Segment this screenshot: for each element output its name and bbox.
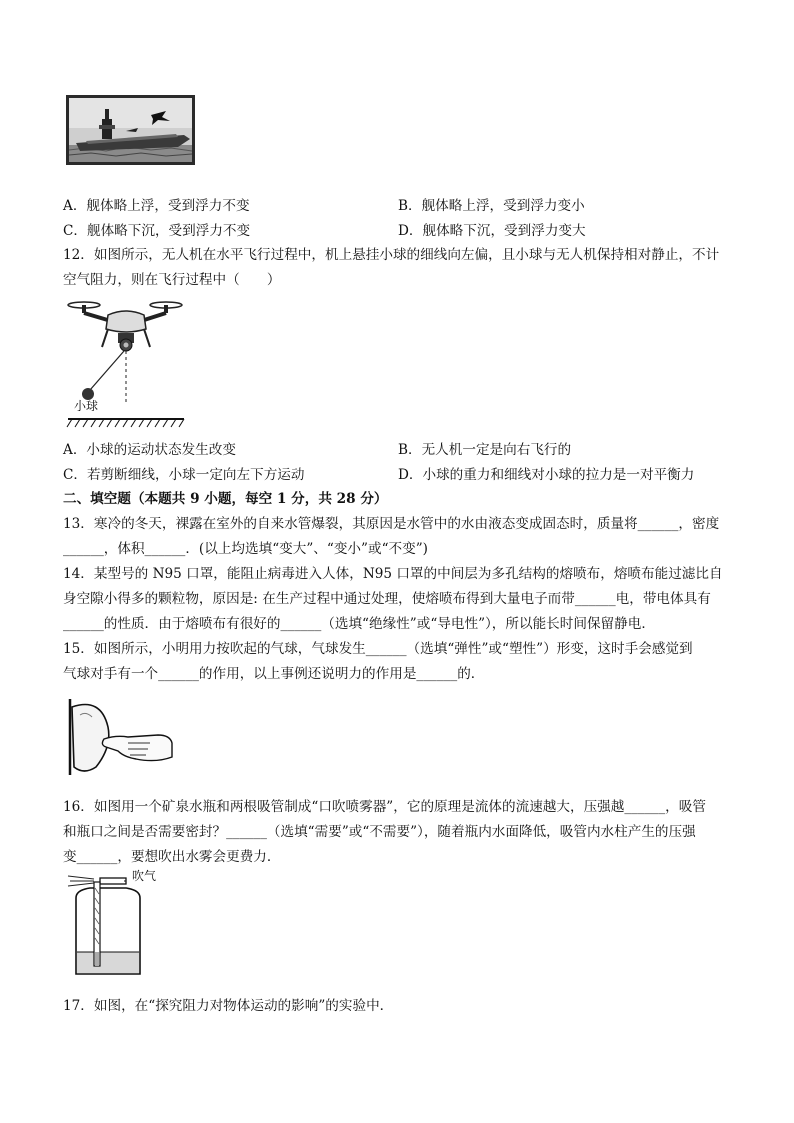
blow-label: 吹气 (132, 869, 157, 883)
drone-figure (66, 295, 186, 430)
q11-option-c: C．舰体略下沉，受到浮力不变 (63, 223, 251, 239)
q13-line1: 13．寒冷的冬天，裸露在室外的自来水管爆裂，其原因是水管中的水由液态变成固态时，质量将______，密度 (63, 516, 720, 532)
q15-line2: 气球对手有一个______的作用，以上事例还说明力的作用是______的． (63, 666, 485, 682)
q12-option-b: B．无人机一定是向右飞行的 (398, 442, 572, 458)
carrier-photo-figure (66, 95, 195, 165)
carrier-photo-icon (66, 95, 195, 165)
balloon-hand-icon (66, 697, 176, 777)
q12-stem-line2: 空气阻力，则在飞行过程中（ ） (63, 272, 281, 288)
q12-option-d: D．小球的重力和细线对小球的拉力是一对平衡力 (398, 467, 695, 483)
section-2-title: 二、填空题（本题共 9 小题，每空 1 分，共 28 分） (63, 491, 388, 507)
q16-line1: 16．如图用一个矿泉水瓶和两根吸管制成“口吹喷雾器”，它的原理是流体的流速越大，压强越______，吸管 (63, 799, 706, 815)
ball-label: 小球 (74, 399, 99, 413)
q14-line1: 14．某型号的 N95 口罩，能阻止病毒进入人体，N95 口罩的中间层为多孔结构的熔喷布，熔喷布能过滤比自 (63, 566, 723, 582)
spray-bottle-figure (66, 868, 176, 980)
q16-line2: 和瓶口之间是否需要密封？______（选填“需要”或“不需要”），随着瓶内水面降低，吸管内水柱产生的压强 (63, 824, 696, 840)
q16-line3: 变______，要想吹出水雾会更费力． (63, 849, 281, 865)
balloon-figure (66, 697, 176, 777)
q14-line3: ______的性质．由于熔喷布有很好的______（选填“绝缘性”或“导电性”），所以能长时间保留静电． (63, 616, 655, 632)
spray-bottle-icon (66, 868, 176, 980)
q15-line1: 15．如图所示，小明用力按吹起的气球，气球发生______（选填“弹性”或“塑性”）形变，这时手会感觉到 (63, 641, 693, 657)
q13-line2: ______，体积______．(以上均选填“变大”、“变小”或“不变”) (63, 541, 428, 557)
q11-option-d: D．舰体略下沉，受到浮力变大 (398, 223, 586, 239)
q12-option-c: C．若剪断细线，小球一定向左下方运动 (63, 467, 305, 483)
q11-option-a: A．舰体略上浮，受到浮力不变 (63, 198, 250, 214)
q17-line1: 17．如图，在“探究阻力对物体运动的影响”的实验中． (63, 998, 394, 1014)
q12-option-a: A．小球的运动状态发生改变 (63, 442, 236, 458)
q12-stem-line1: 12．如图所示，无人机在水平飞行过程中，机上悬挂小球的细线向左偏，且小球与无人机保持相对静止，不计 (63, 247, 720, 263)
q14-line2: 身空隙小得多的颗粒物，原因是: 在生产过程中通过处理，使熔喷布得到大量电子而带______电，带电体具有 (63, 591, 711, 607)
q11-option-b: B．舰体略上浮，受到浮力变小 (398, 198, 585, 214)
